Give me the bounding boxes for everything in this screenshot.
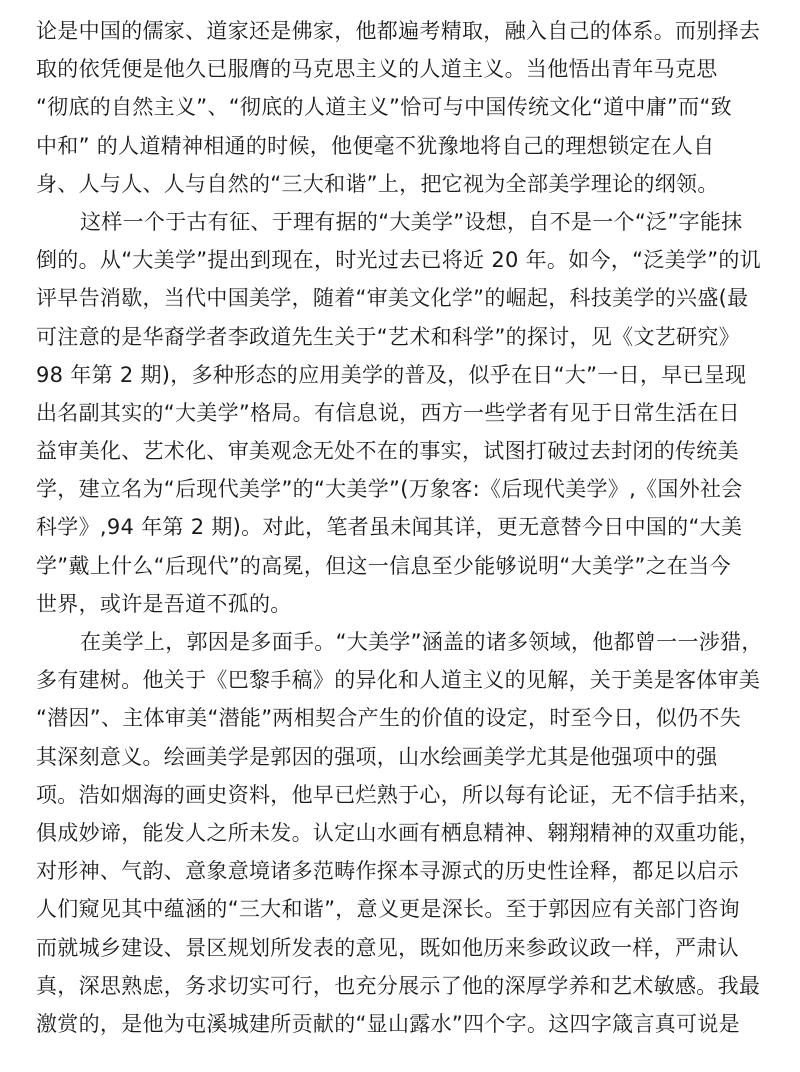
text-line: 对形神、气韵、意象意境诸多范畴作探本寻源式的历史性诠释，都足以启示	[36, 859, 739, 884]
text-line: 其深刻意义。绘画美学是郭因的强项，山水绘画美学尤其是他强项中的强	[36, 744, 718, 769]
text-line: “彻底的自然主义”、“彻底的人道主义”恰可与中国传统文化“道中庸”而“致	[36, 95, 732, 120]
text-line: 可注意的是华裔学者李政道先生关于“艺术和科学”的探讨，见《文艺研究》	[36, 324, 740, 349]
paragraph-first-line: 在美学上，郭因是多面手。“大美学”涵盖的诸多领域，他都曾一一涉猎，	[80, 630, 763, 654]
text-line: 98 年第 2 期)，多种形态的应用美学的普及，似乎在日“大”一日，早已呈现	[36, 362, 747, 387]
text-line: 多有建树。他关于《巴黎手稿》的异化和人道主义的见解，关于美是客体审美	[36, 668, 761, 693]
text-line: “潜因”、主体审美“潜能”两相契合产生的价值的设定，时至今日，似仍不失	[36, 706, 742, 731]
text-line: 益审美化、艺术化、审美观念无处不在的事实，试图打破过去封闭的传统美	[36, 439, 739, 464]
body-text	[36, 12, 770, 1043]
text-line: 评早告消歇，当代中国美学，随着“审美文化学”的崛起，科技美学的兴盛(最	[36, 286, 749, 311]
text-line: 学”戴上什么“后现代”的高冕，但这一信息至少能够说明“大美学”之在当今	[36, 553, 731, 578]
text-line: 取的依凭便是他久已服膺的马克思主义的人道主义。当他悟出青年马克思	[36, 57, 718, 82]
text-line: 人们窥见其中蕴涵的“三大和谐”，意义更是深长。至于郭因应有关部门咨询	[36, 897, 740, 922]
text-line: 学，建立名为“后现代美学”的“大美学”(万象客:《后现代美学》,《国外社会	[36, 477, 743, 502]
text-line: 科学》,94 年第 2 期)。对此，笔者虽未闻其详，更无意替今日中国的“大美	[36, 515, 743, 540]
text-line: 出名副其实的“大美学”格局。有信息说，西方一些学者有见于日常生活在日	[36, 400, 740, 425]
text-line: 俱成妙谛，能发人之所未发。认定山水画有栖息精神、翱翔精神的双重功能，	[36, 820, 761, 845]
text-line: 激赏的，是他为屯溪城建所贡献的“显山露水”四个字。这四字箴言真可说是	[36, 1011, 740, 1036]
text-line: 中和” 的人道精神相通的时候，他便毫不犹豫地将自己的理想锁定在人自	[36, 133, 715, 158]
text-line: 项。浩如烟海的画史资料，他早已烂熟于心，所以每有论证，无不信手拈来，	[36, 782, 761, 807]
paragraph-first-line: 这样一个于古有征、于理有据的“大美学”设想，自不是一个“泛”字能抹	[80, 209, 743, 234]
text-line: 身、人与人、人与自然的“三大和谐”上，把它视为全部美学理论的纲领。	[36, 171, 719, 196]
text-line: 真，深思熟虑，务求切实可行，也充分展示了他的深厚学养和艺术敏感。我最	[36, 973, 761, 998]
text-line: 倒的。从“大美学”提出到现在，时光过去已将近 20 年。如今，“泛美学”的讥	[36, 248, 761, 273]
text-line: 而就城乡建设、景区规划所发表的意见，既如他历来参政议政一样，严肃认	[36, 935, 739, 960]
text-line: 论是中国的儒家、道家还是佛家，他都遍考精取，融入自己的体系。而别择去	[36, 19, 761, 43]
text-line: 世界，或许是吾道不孤的。	[36, 591, 292, 616]
